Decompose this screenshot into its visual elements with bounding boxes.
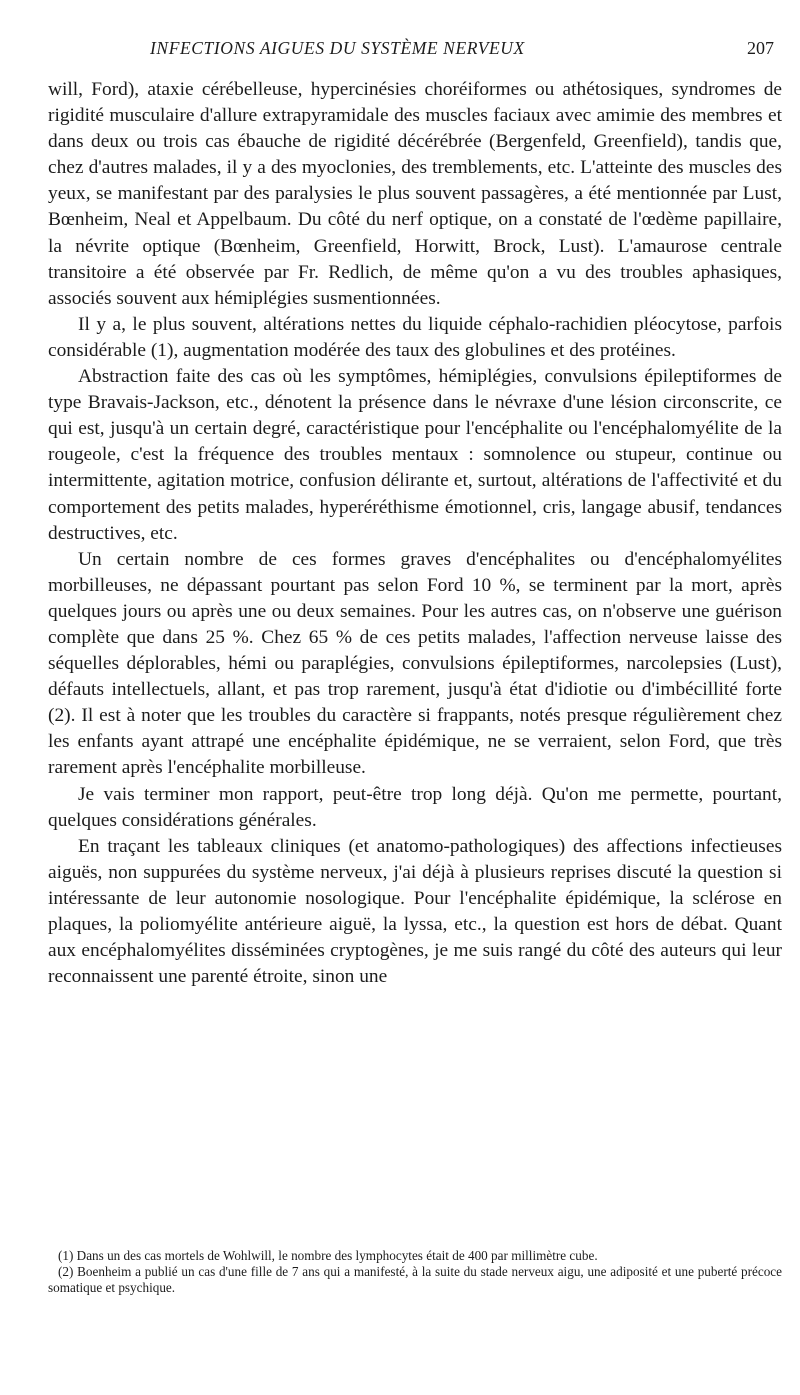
paragraph: Je vais terminer mon rapport, peut-être trop long déjà. Qu'on me permette, pourtant, quelques considérations générales. bbox=[48, 783, 782, 831]
paragraph: En traçant les tableaux cliniques (et anatomo-pathologiques) des affections infectieuses aiguës, non suppurées du système nerveux, j'ai déjà à plusieurs reprises discuté la question si intéressante de leur autonomie nosologique. Pour l'encéphalite épidémique, la sclérose en plaques, la poliomyélite antérieure aiguë, la lyssa, etc., la question est hors de débat. Quant aux encéphalomyélites disséminées cryptogènes, je me suis rangé du côté des auteurs qui leur reconnaissent une parenté étroite, sinon une bbox=[48, 835, 782, 988]
paragraph: Abstraction faite des cas où les symptômes, hémiplégies, convulsions épileptiformes de type Bravais-Jackson, etc., dénotent la présence dans le névraxe d'une lésion circonscrite, ce qui est, jusqu'à un certain degré, caractéristique pour l'encéphalite ou l'encéphalomyélite de la rougeole, c'est la fréquence des troubles mentaux : somnolence ou stupeur, continue ou intermittente, agitation motrice, confusion délirante et, surtout, altérations de l'affectivité et du comportement des petits malades, hyperéréthisme émotionnel, cris, langage abusif, tendances destructives, etc. bbox=[48, 366, 782, 544]
paragraph: Un certain nombre de ces formes graves d'encéphalites ou d'encéphalomyélites morbilleuses, ne dépassant pourtant pas selon Ford 10 %, se terminent par la mort, après quelques jours ou après une ou deux semaines. Pour les autres cas, on n'observe une guérison complète que dans 25 %. Chez 65 % de ces petits malades, l'affection nerveuse laisse des séquelles déplorables, hémi ou paraplégies, convulsions épileptiformes, narcolepsies (Lust), défauts intellectuels, allant, et pas trop rarement, jusqu'à état d'idiotie ou d'imbécillité forte (2). Il est à noter que les troubles du caractère si frappants, notés presque régulièrement chez les enfants ayant attrapé une encéphalite épidémique, ne se verraient, selon Ford, que très rarement après l'encéphalite morbilleuse. bbox=[48, 548, 782, 779]
running-title: INFECTIONS AIGUES DU SYSTÈME NERVEUX bbox=[150, 38, 525, 58]
footnote: (2) Boenheim a publié un cas d'une fille de 7 ans qui a manifesté, à la suite du stade nerveux aigu, une adiposité et une puberté précoce somatique et psychique. bbox=[48, 1263, 782, 1295]
footnote: (1) Dans un des cas mortels de Wohlwill, le nombre des lymphocytes était de 400 par millimètre cube. bbox=[58, 1248, 598, 1263]
page-number: 207 bbox=[747, 38, 774, 58]
page-header bbox=[48, 38, 782, 66]
body-text bbox=[48, 77, 782, 990]
paragraph-continued: will, Ford), ataxie cérébelleuse, hypercinésies choréiformes ou athétosiques, syndromes de rigidité musculaire d'allure extrapyramidale des muscles faciaux avec amimie des membres et dans deux ou trois cas ébauche de rigidité décérébrée (Bergenfeld, Greenfield), tandis que, chez d'autres malades, il y a des myoclonies, des tremblements, etc. L'atteinte des muscles des yeux, se manifestant par des paralysies le plus souvent passagères, a été mentionnée par Lust, Bœnheim, Neal et Appelbaum. Du côté du nerf optique, on a constaté de l'œdème papillaire, la névrite optique (Bœnheim, Greenfield, Horwitt, Brock, Lust). L'amaurose centrale transitoire a été observée par Fr. Redlich, de même qu'on a vu des troubles aphasiques, associés souvent aux hémiplégies susmentionnées. bbox=[48, 79, 782, 309]
footnotes bbox=[48, 1248, 782, 1295]
paragraph: Il y a, le plus souvent, altérations nettes du liquide céphalo-rachidien pléocytose, parfois considérable (1), augmentation modérée des taux des globulines et des protéines. bbox=[48, 313, 782, 361]
book-page bbox=[48, 0, 782, 1395]
